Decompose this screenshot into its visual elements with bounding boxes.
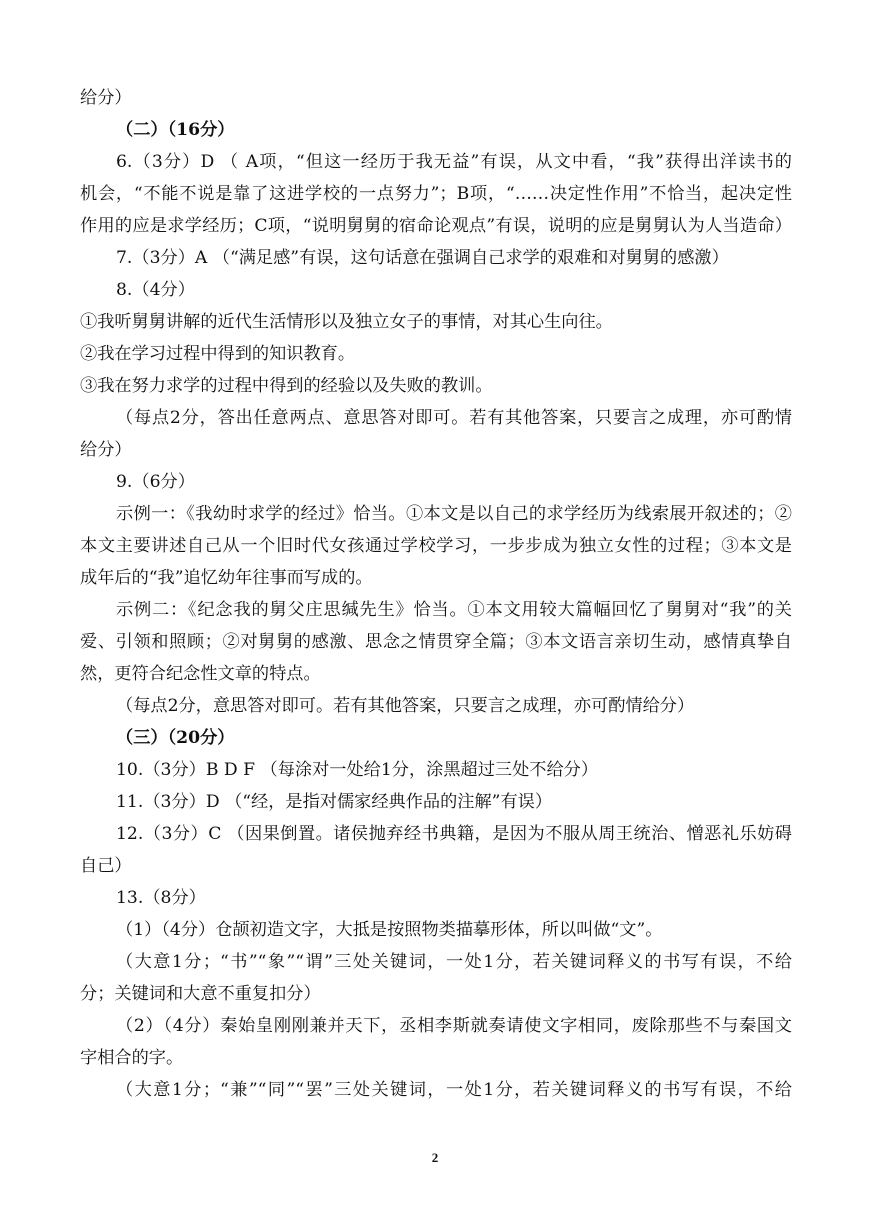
text-line: （每点2分，答出任意两点、意思答对即可。若有其他答案，只要言之成理，亦可酌情	[116, 408, 792, 428]
text-line: ③我在努力求学的过程中得到的经验以及失败的教训。	[80, 376, 493, 396]
text-line: 自己）	[80, 856, 132, 876]
text-line: 7.（3分）A （“满足感”有误，这句话意在强调自己求学的艰难和对舅舅的感激）	[116, 248, 729, 268]
text-line: 11.（3分）D （“经，是指对儒家经典作品的注解”有误）	[116, 792, 553, 812]
text-line: （每点2分，意思答对即可。若有其他答案，只要言之成理，亦可酌情给分）	[116, 696, 695, 716]
text-line: 13.（8分）	[116, 888, 206, 908]
text-line: （2）（4分）秦始皇刚刚兼并天下，丞相李斯就奏请使文字相同，废除那些不与秦国文	[116, 1016, 792, 1036]
text-line: ①我听舅舅讲解的近代生活情形以及独立女子的事情，对其心生向往。	[80, 312, 613, 332]
text-line: 示例一：《我幼时求学的经过》恰当。①本文是以自己的求学经历为线索展开叙述的；②	[116, 504, 792, 524]
text-line: 爱、引领和照顾；②对舅舅的感激、思念之情贯穿全篇；③本文语言亲切生动，感情真挚自	[80, 632, 792, 652]
text-line: 然，更符合纪念性文章的特点。	[80, 664, 321, 684]
text-line: 10.（3分）B D F （每涂对一处给1分，涂黑超过三处不给分）	[116, 760, 599, 780]
text-line: （1）（4分）仓颉初造文字，大抵是按照物类描摹形体，所以叫做“文”。	[116, 920, 663, 940]
text-line: 8.（4分）	[116, 280, 195, 300]
text-line: 6.（3分）D （ A项，“但这一经历于我无益”有误，从文中看，“我”获得出洋读书的	[116, 152, 792, 172]
text-line: （大意1分；“兼”“同”“罢”三处关键词，一处1分，若关键词释义的书写有误，不给	[116, 1080, 792, 1100]
text-line: 成年后的“我”追忆幼年往事而写成的。	[80, 568, 373, 588]
page-number: 2	[431, 1150, 439, 1165]
text-line: 给分）	[80, 88, 132, 108]
text-line: 机会，“不能不说是靠了这进学校的一点努力”；B项，“……决定性作用”不恰当，起决定性	[80, 184, 792, 204]
text-line: 分；关键词和大意不重复扣分）	[80, 984, 321, 1004]
text-line: ②我在学习过程中得到的知识教育。	[80, 344, 356, 364]
section-heading: （二）（16分）	[116, 120, 235, 140]
text-line: 本文主要讲述自己从一个旧时代女孩通过学校学习，一步步成为独立女性的过程；③本文是	[80, 536, 792, 556]
text-line: 字相合的字。	[80, 1048, 184, 1068]
section-heading: （三）（20分）	[116, 728, 235, 748]
answer-key-content	[80, 82, 792, 1106]
text-line: 给分）	[80, 440, 132, 460]
text-line: 12.（3分）C （因果倒置。诸侯抛弃经书典籍，是因为不服从周王统治、憎恶礼乐妨碍	[116, 824, 792, 844]
text-line: 9.（6分）	[116, 472, 195, 492]
text-line: 示例二：《纪念我的舅父庄思缄先生》恰当。①本文用较大篇幅回忆了舅舅对“我”的关	[116, 600, 792, 620]
text-line: （大意1分；“书”“象”“谓”三处关键词，一处1分，若关键词释义的书写有误，不给	[116, 952, 792, 972]
text-line: 作用的应是求学经历；C项，“说明舅舅的宿命论观点”有误，说明的应是舅舅认为人当造命）	[80, 216, 792, 236]
